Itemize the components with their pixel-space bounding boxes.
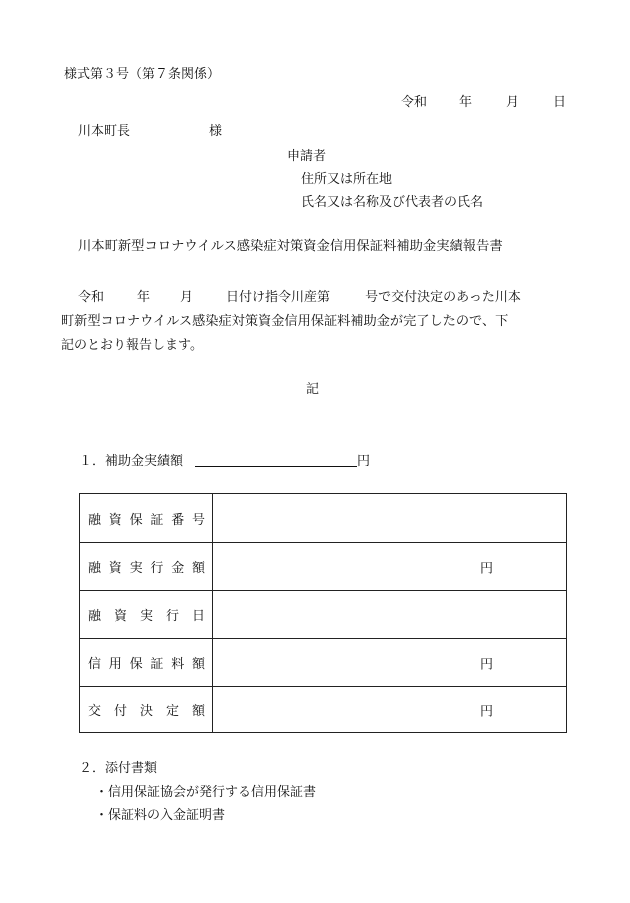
note-mark: 記 [306,382,320,397]
section-2-label: ２．添付書類 [79,761,158,776]
section-1-label: １．補助金実績額 [79,454,184,469]
body-line-2: 町新型コロナウイルス感染症対策資金信用保証料補助金が完了したので、下 [61,314,509,329]
applicant-name: 氏名又は名称及び代表者の氏名 [301,195,484,210]
document-title: 川本町新型コロナウイルス感染症対策資金信用保証料補助金実績報告書 [78,239,503,254]
guarantee-fee-field[interactable] [213,639,566,686]
grant-decision-amount-field[interactable] [213,687,566,732]
applicant-label: 申請者 [287,149,327,164]
grant-decision-amount-unit: 円 [480,704,494,719]
table-row [80,542,566,590]
addressee-honorific: 様 [209,124,223,139]
body-directive: 日付け指令川産第 [226,290,331,305]
applicant-address: 住所又は所在地 [301,172,393,187]
attachment-item-payment-certificate: ・保証料の入金証明書 [95,808,226,823]
row-label-loan-date: 融 資 実 行 日 [80,591,213,638]
attachment-item-guarantee-certificate: ・信用保証協会が発行する信用保証書 [95,785,317,800]
guarantee-fee-unit: 円 [480,657,494,672]
row-label-guarantee-fee: 信 用 保 証 料 額 [80,639,213,686]
loan-guarantee-number-field[interactable] [213,494,566,542]
table-row [80,494,566,542]
row-label-loan-guarantee-number: 融 資 保 証 番 号 [80,494,213,542]
form-number: 様式第３号（第７条関係） [64,67,221,82]
report-table [79,493,567,733]
section-1-unit: 円 [357,454,371,469]
addressee-mayor: 川本町長 [78,124,131,139]
loan-amount-unit: 円 [480,561,494,576]
table-row [80,638,566,686]
loan-date-field[interactable] [213,591,566,638]
body-month: 月 [180,290,194,305]
date-line [401,96,566,109]
body-line-1 [78,291,521,304]
date-month: 月 [506,95,520,110]
section-1 [79,452,370,468]
table-row [80,686,566,732]
table-row [80,590,566,638]
body-year: 年 [137,290,151,305]
loan-amount-field[interactable] [213,543,566,590]
row-label-loan-amount: 融 資 実 行 金 額 [80,543,213,590]
body-line-3: 記のとおり報告します。 [61,338,203,353]
body-decision: 号で交付決定のあった川本 [365,290,521,305]
body-era: 令和 [78,290,105,305]
date-year: 年 [459,95,473,110]
subsidy-amount-field[interactable] [195,452,357,467]
date-day: 日 [553,95,567,110]
row-label-grant-decision-amount: 交 付 決 定 額 [80,687,213,732]
date-era: 令和 [401,95,428,110]
